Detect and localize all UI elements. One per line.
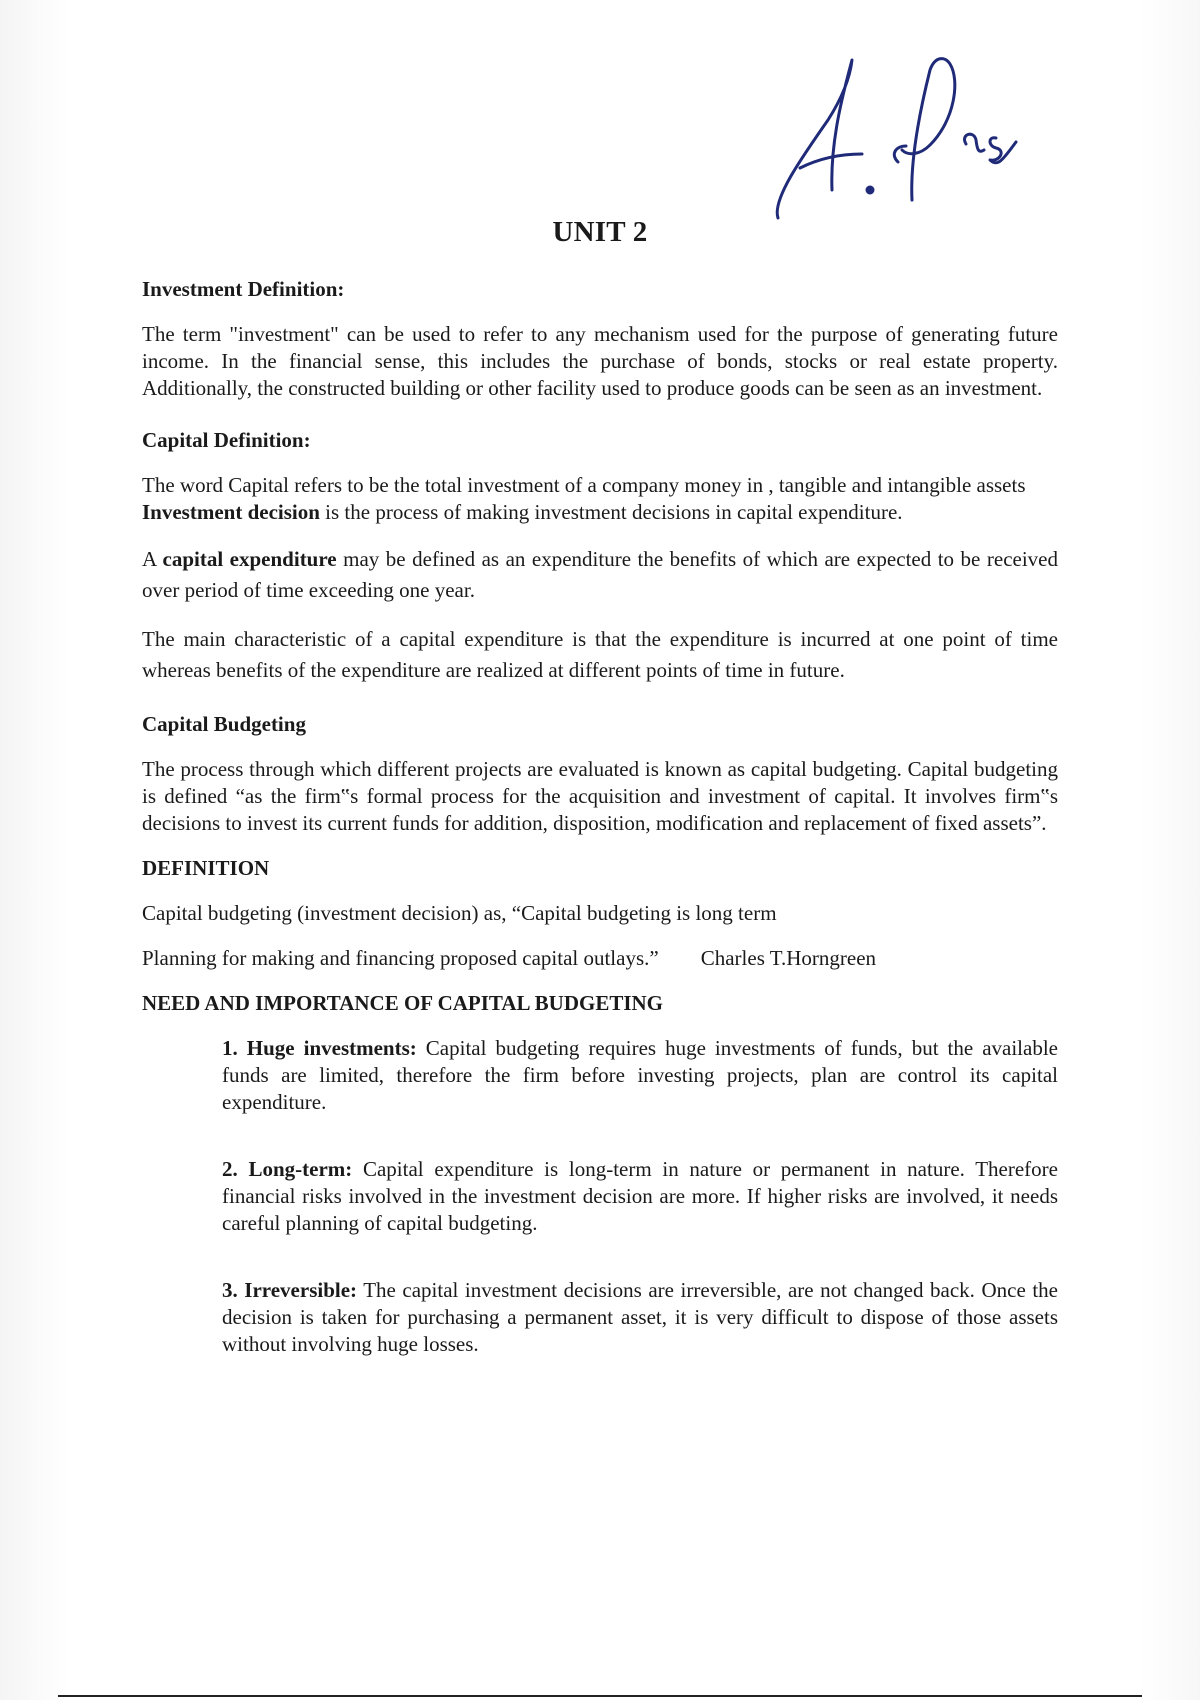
capital-expenditure-term: capital expenditure [162,547,337,571]
investment-decision-text: is the process of making investment decisions in capital expenditure. [319,500,903,524]
definition-byline [142,945,1058,972]
list-item [222,1156,1058,1237]
list-item [222,1277,1058,1358]
capital-heading: Capital Definition: [142,428,311,452]
list-item-text: Capital expenditure is long-term in nature or permanent in nature. Therefore financial risks involved in the investment decision are more. If higher risks are involved, it needs careful planning of capital budgeting. [222,1157,1058,1235]
list-item-text: Capital budgeting requires huge investments of funds, but the available funds are limited, therefore the firm before investing projects, plan are control its capital expenditure. [222,1036,1058,1114]
capital-expenditure-paragraph [142,544,1058,606]
need-heading: NEED AND IMPORTANCE OF CAPITAL BUDGETING [142,991,664,1015]
handwritten-signature [770,50,1070,230]
list-item-text: The capital investment decisions are irreversible, are not changed back. Once the decision is taken for purchasing a permanent asset, it is very difficult to dispose of those assets without involving huge losses. [222,1278,1058,1356]
capital-budgeting-heading: Capital Budgeting [142,712,306,736]
capital-budgeting-paragraph: The process through which different projects are evaluated is known as capital budgeting. Capital budgeting is defined “as the firm‟s formal process for the acquisition and investment of capital. It involves firm‟s decisions to invest its current funds for addition, disposition, modification and replacement of fixed assets”. [142,757,1058,835]
page-title: UNIT 2 [552,216,648,248]
bottom-divider [58,1695,1142,1697]
investment-decision-term: Investment decision [142,500,320,524]
list-item-label: 2. Long-term: [222,1157,353,1181]
capital-expenditure-prefix: A [142,547,163,571]
definition-heading: DEFINITION [142,856,270,880]
definition-line-2: Planning for making and financing proposed capital outlays.” [142,946,659,970]
list-item [222,1035,1058,1116]
document-body [142,276,1058,1358]
characteristic-paragraph: The main characteristic of a capital expenditure is that the expenditure is incurred at one point of time whereas benefits of the expenditure are realized at different points of time in future. [142,627,1058,682]
definition-line-1: Capital budgeting (investment decision) as, “Capital budgeting is long term [142,901,777,925]
need-list [142,1035,1058,1358]
investment-heading: Investment Definition: [142,277,345,301]
investment-paragraph: The term "investment" can be used to refer to any mechanism used for the purpose of generating future income. In the financial sense, this includes the purchase of bonds, stocks or real estate property. Additionally, the constructed building or other facility used to produce goods can be seen as an investment. [142,322,1058,400]
list-item-label: 1. Huge investments: [222,1036,417,1060]
definition-author: Charles T.Horngreen [700,946,877,970]
investment-decision-paragraph [142,499,1058,526]
capital-paragraph: The word Capital refers to be the total investment of a company money in , tangible and intangible assets [142,473,1026,497]
list-item-label: 3. Irreversible: [222,1278,358,1302]
capital-expenditure-text: may be defined as an expenditure the benefits of which are expected to be received over period of time exceeding one year. [142,547,1058,602]
